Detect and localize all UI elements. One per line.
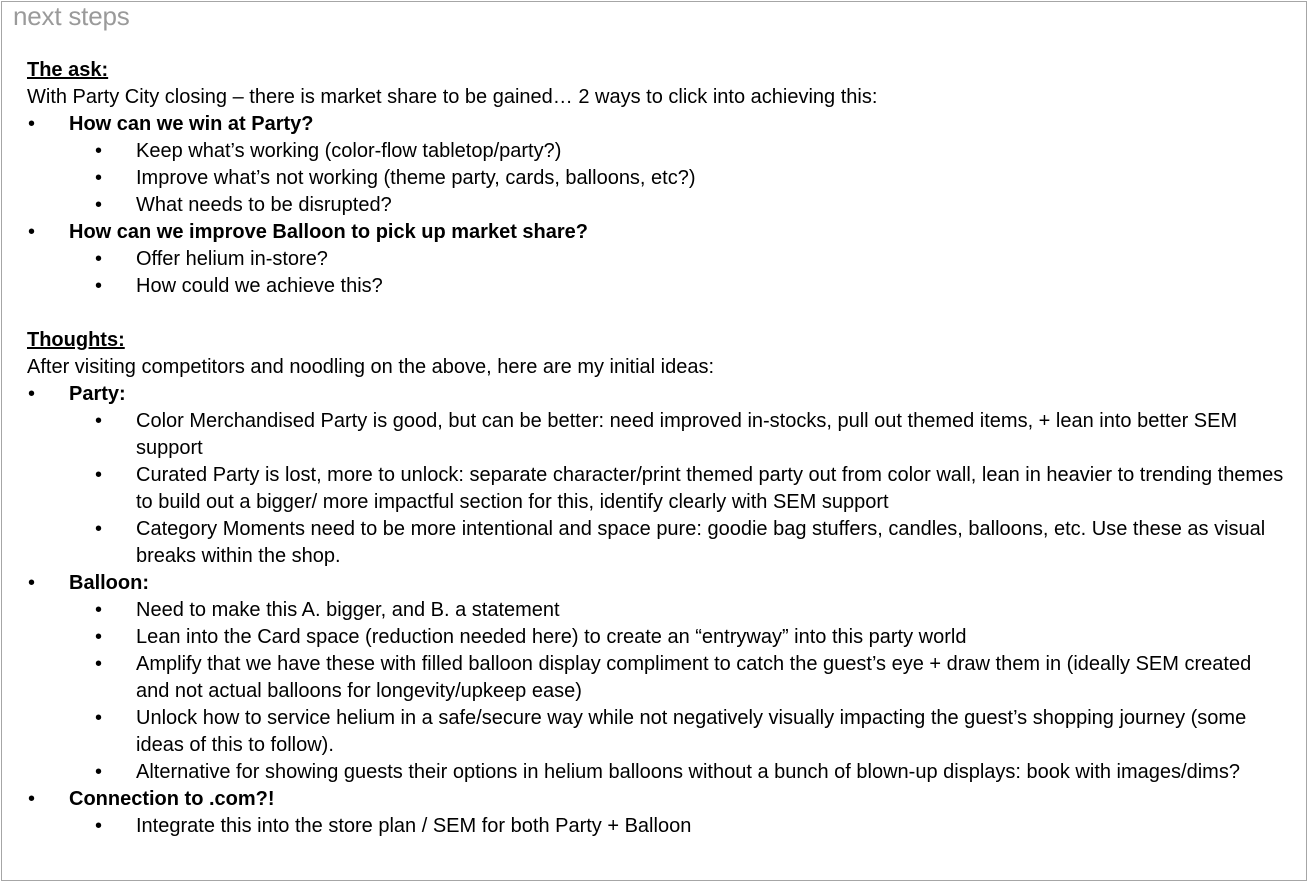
ask-item-improve-balloon <box>27 219 1287 246</box>
thoughts-subitem-text: Lean into the Card space (reduction needed here) to create an “entryway” into this party world <box>136 626 967 648</box>
thoughts-subitem <box>27 408 1287 462</box>
bullet-icon: • <box>95 761 103 783</box>
bullet-icon: • <box>95 194 103 216</box>
ask-heading: The ask: <box>27 59 109 81</box>
ask-subitem <box>27 138 1287 165</box>
thoughts-intro: After visiting competitors and noodling on the above, here are my initial ideas: <box>27 356 715 378</box>
section-spacer <box>27 300 1287 327</box>
thoughts-subitem <box>27 624 1287 651</box>
thoughts-heading: Thoughts: <box>27 329 125 351</box>
bullet-icon: • <box>95 599 103 621</box>
bullet-icon: • <box>95 167 103 189</box>
thoughts-subitem <box>27 516 1287 570</box>
ask-item-label: How can we win at Party? <box>69 113 314 135</box>
ask-item-label: How can we improve Balloon to pick up market share? <box>69 221 589 243</box>
ask-subitem <box>27 246 1287 273</box>
ask-subitem <box>27 192 1287 219</box>
bullet-icon: • <box>95 626 103 648</box>
bullet-icon: • <box>95 140 103 162</box>
thoughts-subitem-text: Unlock how to service helium in a safe/secure way while not negatively visually impacting the guest’s shopping journey (some ideas of this to follow). <box>136 707 1247 756</box>
thoughts-subitem-text: Curated Party is lost, more to unlock: separate character/print themed party out from color wall, lean in heavier to trending themes to build out a bigger/ more impactful section for this, identify clearly with SEM support <box>136 464 1284 513</box>
ask-subitem <box>27 273 1287 300</box>
thoughts-subitem-text: Category Moments need to be more intentional and space pure: goodie bag stuffers, candles, balloons, etc. Use these as visual breaks within the shop. <box>136 518 1266 567</box>
bullet-icon: • <box>95 707 103 729</box>
slide-body <box>27 57 1287 840</box>
thoughts-subitem <box>27 462 1287 516</box>
bullet-icon: • <box>28 788 36 810</box>
ask-subitem-text: Improve what’s not working (theme party, cards, balloons, etc?) <box>136 167 696 189</box>
slide <box>1 1 1307 881</box>
thoughts-subitem-text: Alternative for showing guests their options in helium balloons without a bunch of blown-up displays: book with images/dims? <box>136 761 1240 783</box>
slide-title: next steps <box>13 1 130 31</box>
bullet-icon: • <box>28 221 36 243</box>
thoughts-item-label: Connection to .com?! <box>69 788 275 810</box>
thoughts-subitem-text: Amplify that we have these with filled balloon display compliment to catch the guest’s eye + draw them in (ideally SEM created and not actual balloons for longevity/upkeep ease) <box>136 653 1252 702</box>
bullet-icon: • <box>28 572 36 594</box>
ask-subitem-text: How could we achieve this? <box>136 275 383 297</box>
ask-subitem-text: Keep what’s working (color-flow tabletop/party?) <box>136 140 562 162</box>
bullet-icon: • <box>95 464 103 486</box>
bullet-icon: • <box>28 383 36 405</box>
bullet-icon: • <box>95 248 103 270</box>
thoughts-item-balloon <box>27 570 1287 597</box>
bullet-icon: • <box>95 815 103 837</box>
thoughts-subitem-text: Need to make this A. bigger, and B. a statement <box>136 599 560 621</box>
ask-intro: With Party City closing – there is market share to be gained… 2 ways to click into achieving this: <box>27 86 878 108</box>
bullet-icon: • <box>95 653 103 675</box>
ask-subitem-text: What needs to be disrupted? <box>136 194 392 216</box>
thoughts-item-party <box>27 381 1287 408</box>
thoughts-subitem <box>27 705 1287 759</box>
thoughts-subitem <box>27 759 1287 786</box>
thoughts-subitem-text: Integrate this into the store plan / SEM for both Party + Balloon <box>136 815 692 837</box>
thoughts-subitem-text: Color Merchandised Party is good, but can be better: need improved in-stocks, pull out themed items, + lean into better SEM support <box>136 410 1238 459</box>
bullet-icon: • <box>95 275 103 297</box>
ask-subitem <box>27 165 1287 192</box>
thoughts-item-label: Balloon: <box>69 572 149 594</box>
thoughts-subitem <box>27 651 1287 705</box>
thoughts-subitem <box>27 813 1287 840</box>
thoughts-item-label: Party: <box>69 383 126 405</box>
bullet-icon: • <box>95 410 103 432</box>
bullet-icon: • <box>28 113 36 135</box>
ask-item-win-at-party <box>27 111 1287 138</box>
bullet-icon: • <box>95 518 103 540</box>
thoughts-item-connection <box>27 786 1287 813</box>
ask-subitem-text: Offer helium in-store? <box>136 248 328 270</box>
thoughts-subitem <box>27 597 1287 624</box>
